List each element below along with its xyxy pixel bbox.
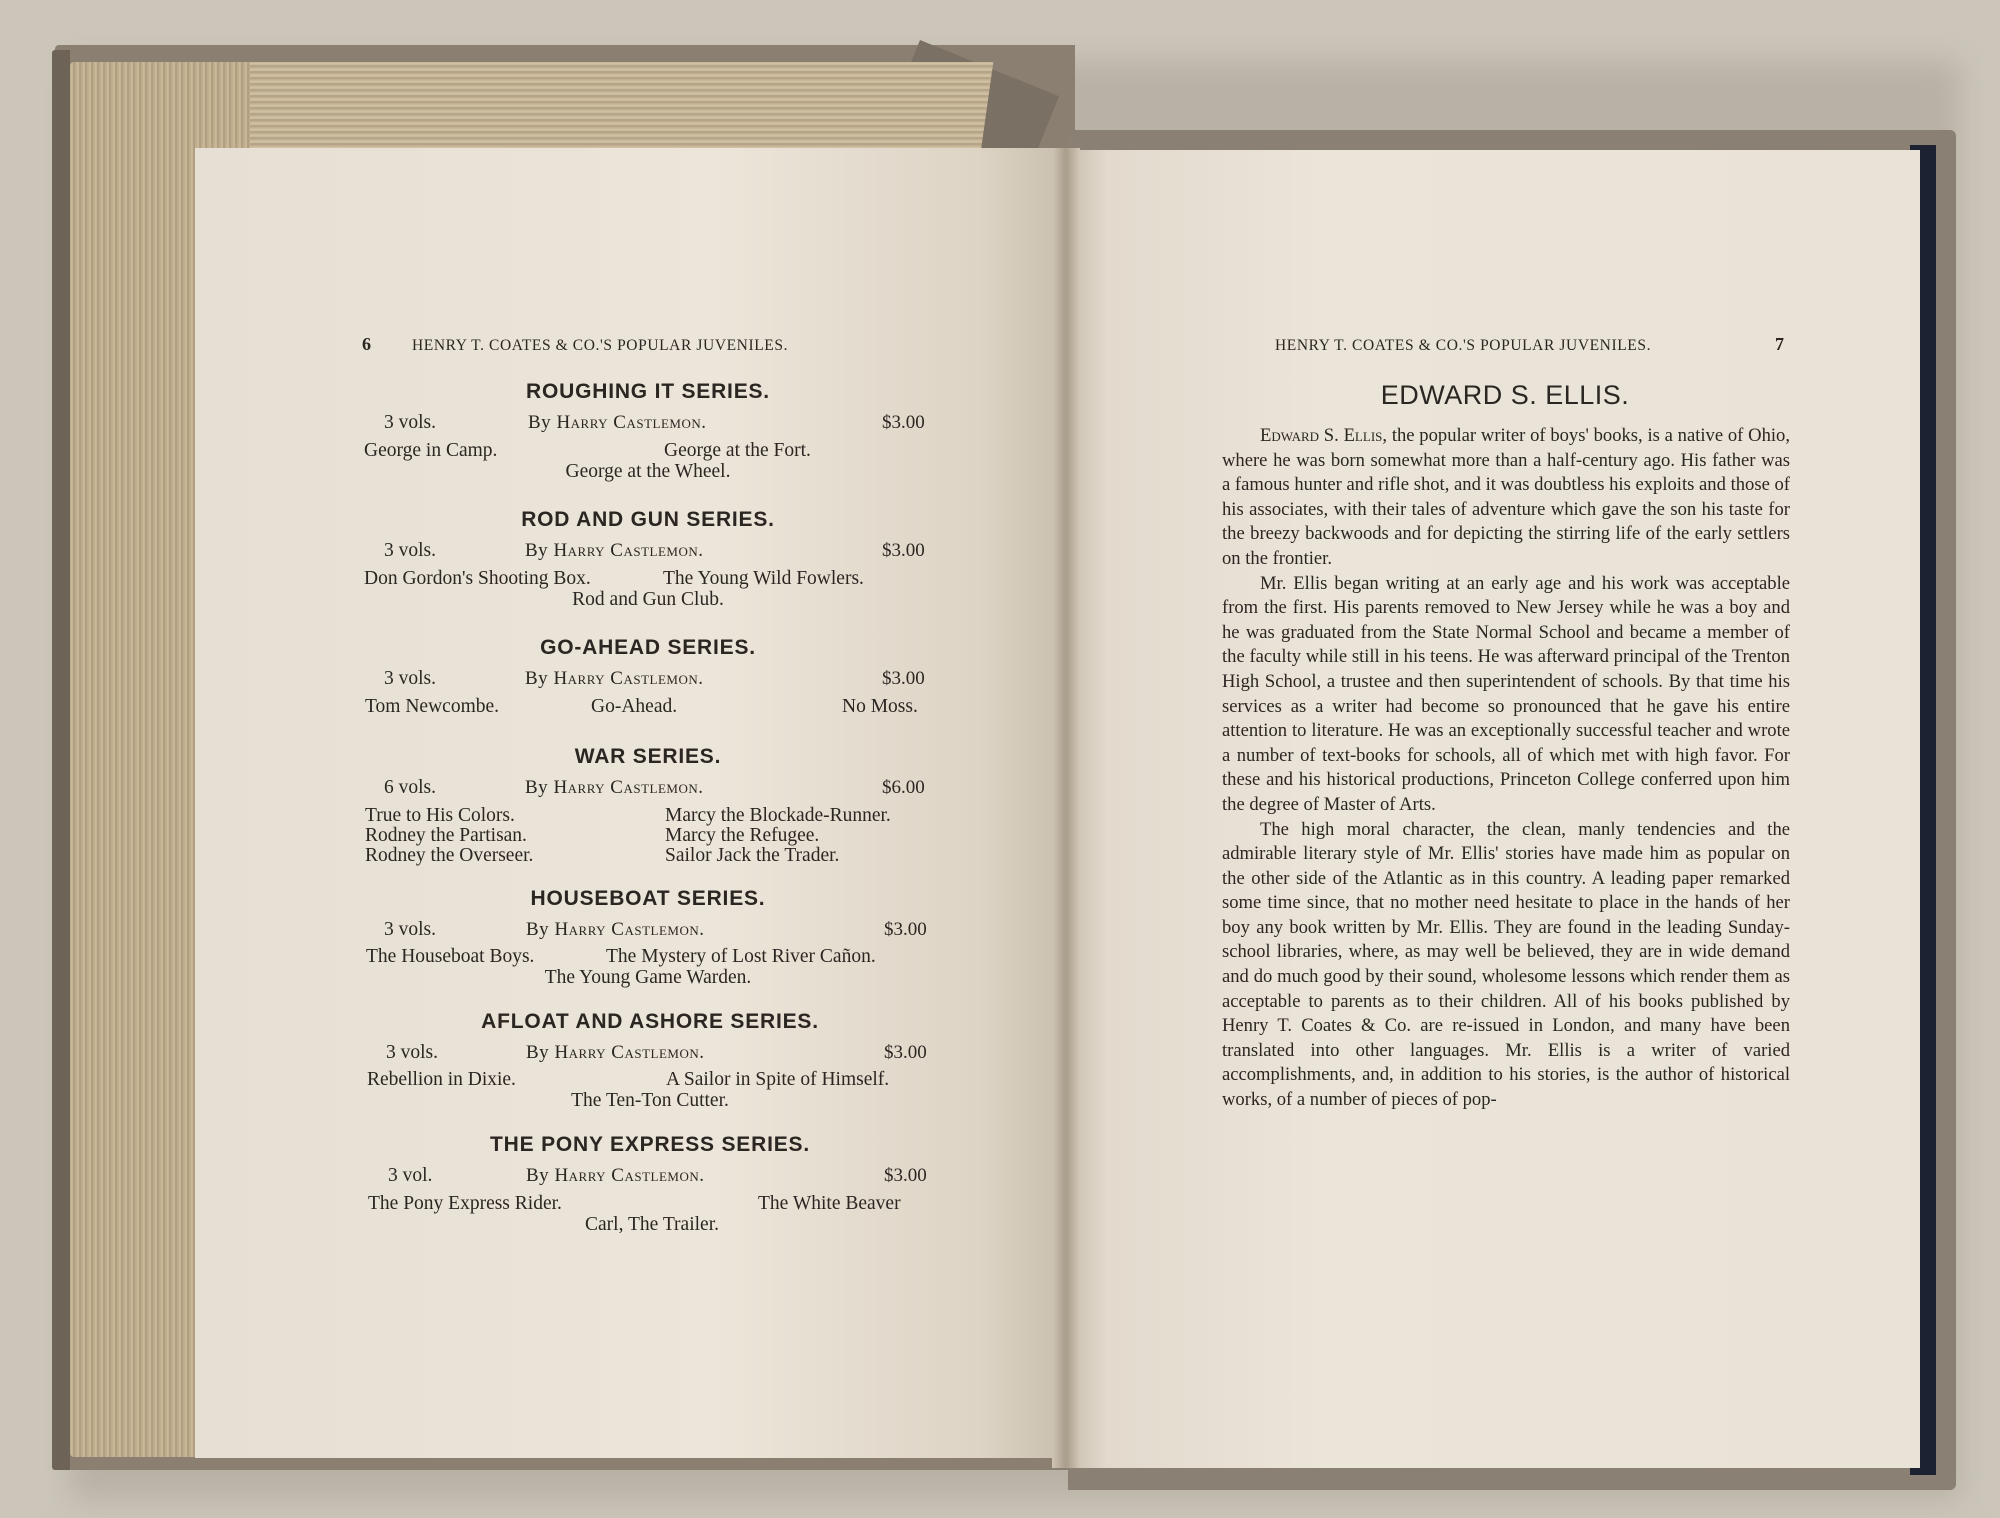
series-title: GO-AHEAD SERIES. (540, 636, 756, 659)
gutter (1052, 148, 1080, 1468)
book-title: The Young Game Warden. (544, 967, 752, 988)
biography-text (1222, 424, 1790, 1113)
series-price: $3.00 (884, 1165, 927, 1186)
left-cover-edge (52, 50, 70, 1470)
left-running-head: HENRY T. COATES & CO.'S POPULAR JUVENILES. (412, 337, 789, 354)
series-vols: 3 vols. (384, 668, 437, 689)
series-title: AFLOAT AND ASHORE SERIES. (481, 1010, 819, 1033)
chapter-title: EDWARD S. ELLIS. (1380, 380, 1630, 410)
book-title: George in Camp. (364, 440, 498, 461)
book-title: Don Gordon's Shooting Box. (364, 568, 591, 589)
series-price: $3.00 (884, 919, 927, 940)
book-title: Carl, The Trailer. (585, 1214, 719, 1235)
book-title: George at the Wheel. (565, 461, 731, 482)
book-title: Rodney the Partisan. (365, 825, 527, 846)
book-title: Sailor Jack the Trader. (665, 845, 840, 866)
series-price: $3.00 (882, 412, 925, 433)
series-author-line: By Harry Castlemon. (526, 1042, 705, 1063)
series-author-line: By Harry Castlemon. (526, 1165, 705, 1186)
book-title: No Moss. (842, 696, 918, 717)
series-vols: 3 vols. (384, 412, 437, 433)
series-vols: 3 vols. (384, 919, 437, 940)
book-title: George at the Fort. (664, 440, 811, 461)
series-vols: 3 vol. (388, 1165, 433, 1186)
series-title: THE PONY EXPRESS SERIES. (490, 1133, 810, 1156)
right-running-head: HENRY T. COATES & CO.'S POPULAR JUVENILES. (1275, 337, 1652, 354)
book-title: Tom Newcombe. (365, 696, 500, 717)
series-author-line: By Harry Castlemon. (528, 412, 707, 433)
series-author-line: By Harry Castlemon. (525, 540, 704, 561)
left-page-number: 6 (362, 334, 371, 354)
paragraph: The high moral character, the clean, manly tendencies and the admirable literary style of Mr. Ellis' stories have made him as popular on the other side of the Atlantic as in this country. A leading paper remarked some time since, that no mother need hesitate to place in the hands of her boy any book written by Mr. Ellis. They are found in the leading Sunday-school libraries, where, as may well be believed, they are in wide demand and do much good by their sound, wholesome lessons which render them as acceptable to parents as to their children. All of his books published by Henry T. Coates & Co. are re-issued in London, and many have been translated into other languages. Mr. Ellis is a writer of varied accomplishments, and, in addition to his stories, is the author of historical works, of a number of pieces of pop- (1222, 818, 1790, 1111)
series-vols: 6 vols. (384, 777, 437, 798)
book-title: The Mystery of Lost River Cañon. (606, 946, 876, 967)
series-title: ROD AND GUN SERIES. (521, 508, 775, 531)
series-author-line: By Harry Castlemon. (525, 777, 704, 798)
book-title: The Houseboat Boys. (366, 946, 535, 967)
book-title: The Ten-Ton Cutter. (571, 1090, 729, 1111)
paragraph: Edward S. Ellis, the popular writer of boys' books, is a native of Ohio, where he was born somewhat more than a half-century ago. His father was a famous hunter and rifle shot, and it was doubtless his exploits and those of his associates, with their tales of adventure which gave the son his taste for the breezy backwoods and for depicting the stirring life of the early settlers on the frontier. (1222, 425, 1790, 569)
series-price: $3.00 (882, 668, 925, 689)
series-title: ROUGHING IT SERIES. (526, 380, 770, 403)
book-title: Marcy the Refugee. (665, 825, 820, 846)
series-vols: 3 vols. (384, 540, 437, 561)
book-title: The Pony Express Rider. (368, 1193, 562, 1214)
series-price: $3.00 (882, 540, 925, 561)
book-title: Marcy the Blockade-Runner. (665, 805, 891, 826)
book-title: Go-Ahead. (591, 696, 678, 717)
series-vols: 3 vols. (386, 1042, 439, 1063)
series-title: HOUSEBOAT SERIES. (530, 887, 766, 910)
book-title: Rodney the Overseer. (365, 845, 534, 866)
paragraph: Mr. Ellis began writing at an early age and his work was acceptable from the first. His parents removed to New Jersey while he was a boy and he was graduated from the State Normal School and became a member of the faculty while still in his teens. He was afterward principal of the Trenton High School, a trustee and then superintendent of schools. By that time his services as a writer had become so pronounced that he gave his entire attention to literature. He was an exceptionally successful teacher and wrote a number of text-books for schools, all of which met with high favor. For these and his historical productions, Princeton College conferred upon him the degree of Master of Arts. (1222, 572, 1790, 815)
book-title: A Sailor in Spite of Himself. (666, 1069, 890, 1090)
series-price: $3.00 (884, 1042, 927, 1063)
book-title: The White Beaver (758, 1193, 901, 1214)
book-title: True to His Colors. (365, 805, 515, 826)
book-title: Rebellion in Dixie. (367, 1069, 516, 1090)
series-title: WAR SERIES. (574, 745, 722, 768)
right-page-number: 7 (1775, 334, 1784, 354)
book-title: Rod and Gun Club. (572, 589, 724, 610)
book-title: The Young Wild Fowlers. (663, 568, 864, 589)
series-author-line: By Harry Castlemon. (526, 919, 705, 940)
series-author-line: By Harry Castlemon. (525, 668, 704, 689)
series-price: $6.00 (882, 777, 925, 798)
